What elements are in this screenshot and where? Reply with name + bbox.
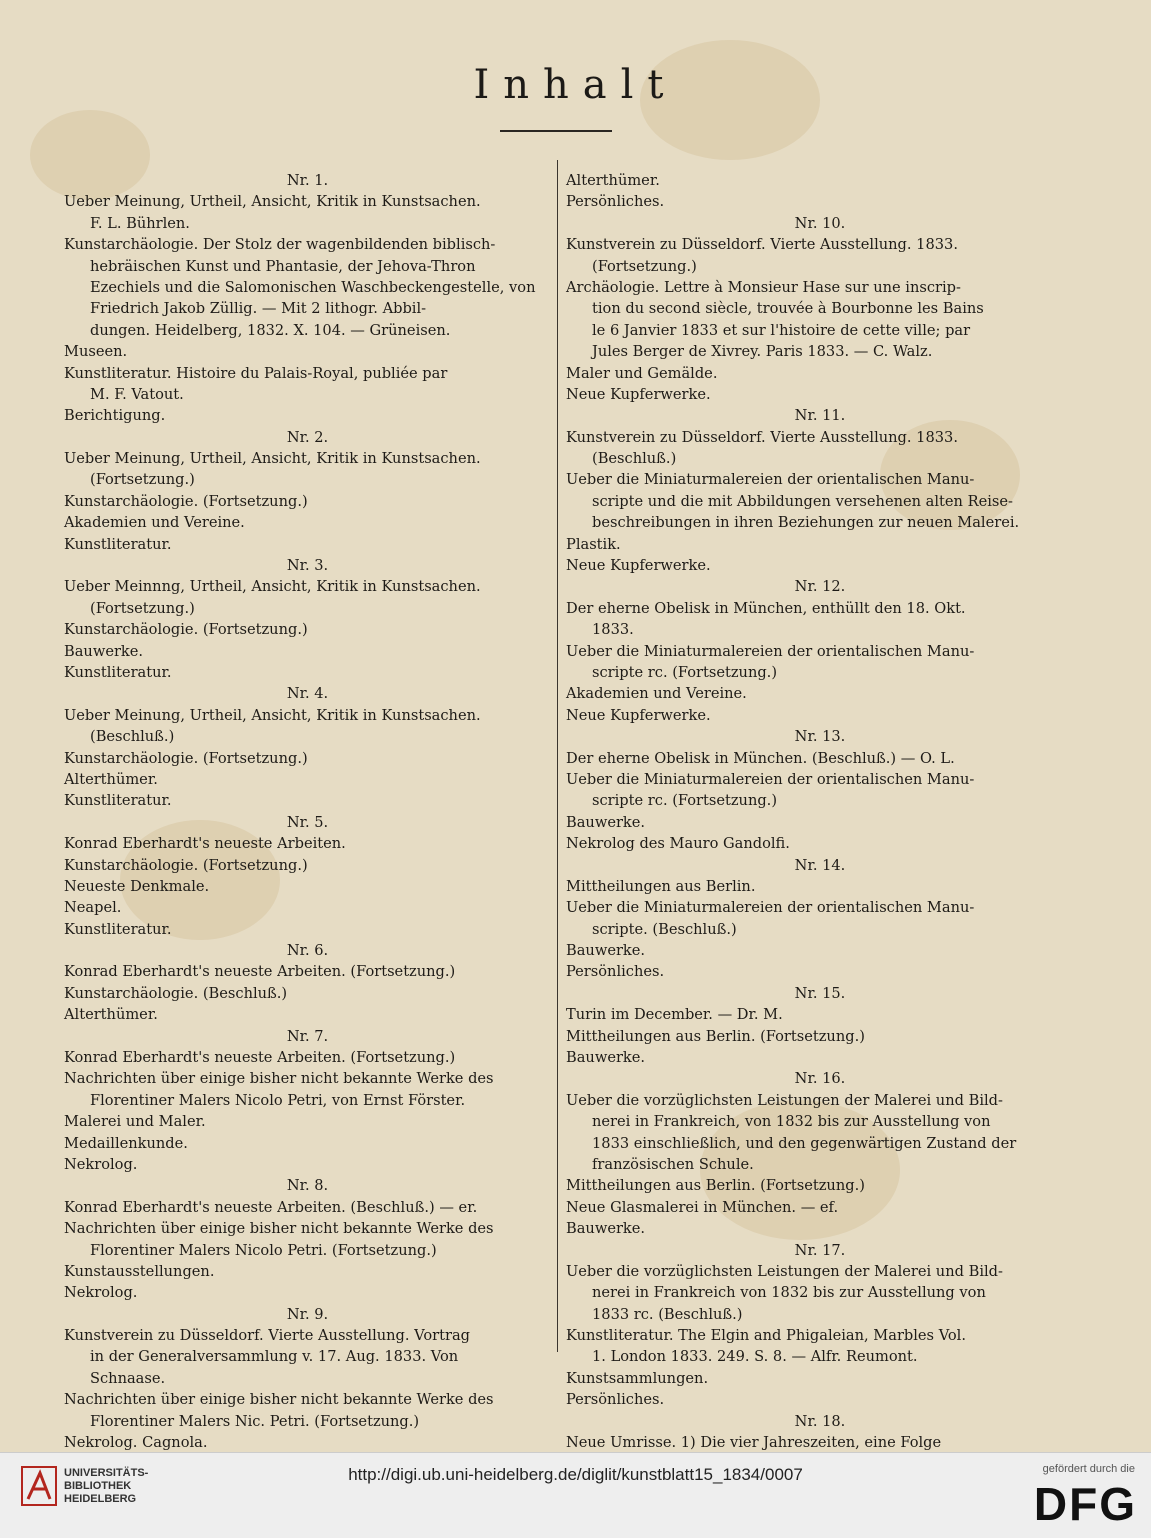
toc-line: französischen Schule.: [592, 1155, 754, 1173]
toc-line: Persönliches.: [566, 1391, 665, 1409]
toc-line: F. L. Bührlen.: [90, 214, 190, 232]
toc-line: Nachrichten über einige bisher nicht bekannte Werke des: [64, 1220, 494, 1238]
toc-line: Konrad Eberhardt's neueste Arbeiten.: [64, 835, 346, 853]
toc-line: Kunstarchäologie. (Fortsetzung.): [64, 749, 308, 767]
toc-line: Neue Kupferwerke.: [566, 557, 711, 575]
toc-line: Ueber die Miniaturmalereien der orientalischen Manu-: [566, 471, 975, 489]
toc-line: Medaillenkunde.: [64, 1134, 188, 1152]
toc-line: Neue Umrisse. 1) Die vier Jahreszeiten, eine Folge: [566, 1434, 942, 1452]
toc-line: Ueber die Miniaturmalereien der orientalischen Manu-: [566, 770, 975, 788]
permalink-url[interactable]: http://digi.ub.uni-heidelberg.de/diglit/kunstblatt15_1834/0007: [348, 1465, 803, 1484]
dfg-logo: DFG: [1033, 1478, 1137, 1530]
toc-line: Neue Kupferwerke.: [566, 706, 711, 724]
toc-line: Ueber Meinung, Urtheil, Ansicht, Kritik in Kunstsachen.: [64, 706, 481, 724]
issue-number-heading: Nr. 11.: [794, 407, 846, 425]
toc-line: Plastik.: [566, 535, 621, 553]
toc-line: tion du second siècle, trouvée à Bourbonne les Bains: [592, 300, 984, 318]
toc-line: Bauwerke.: [566, 942, 646, 960]
toc-line: Schnaase.: [90, 1369, 166, 1387]
toc-line: Neapel.: [64, 899, 122, 917]
toc-line: scripte rc. (Fortsetzung.): [592, 663, 778, 681]
toc-line: Nekrolog des Mauro Gandolfi.: [566, 835, 790, 853]
toc-line: Kunstausstellungen.: [64, 1262, 215, 1280]
issue-number-heading: Nr. 6.: [286, 942, 329, 960]
toc-line: Kunstliteratur. Histoire du Palais-Royal, publiée par: [64, 364, 448, 382]
issue-number-heading: Nr. 8.: [286, 1177, 329, 1195]
toc-line: 1833.: [592, 621, 634, 639]
institution-line: UNIVERSITÄTS-: [64, 1467, 149, 1479]
toc-line: Persönliches.: [566, 193, 665, 211]
page-title: Inhalt: [473, 62, 678, 108]
issue-number-heading: Nr. 18.: [794, 1412, 846, 1430]
toc-line: Ueber die vorzüglichsten Leistungen der Malerei und Bild-: [566, 1091, 1003, 1109]
toc-line: Archäologie. Lettre à Monsieur Hase sur une inscrip-: [566, 278, 961, 296]
toc-line: dungen. Heidelberg, 1832. X. 104. — Grüneisen.: [90, 321, 451, 339]
issue-number-heading: Nr. 14.: [794, 856, 846, 874]
toc-line: Ezechiels und die Salomonischen Waschbeckengestelle, von: [90, 278, 536, 296]
toc-line: Bauwerke.: [566, 1049, 646, 1067]
issue-number-heading: Nr. 1.: [286, 172, 329, 189]
issue-number-heading: Nr. 5.: [286, 813, 329, 831]
toc-line: Kunstarchäologie. (Beschluß.): [64, 984, 288, 1002]
institution-line: BIBLIOTHEK: [64, 1480, 132, 1492]
issue-number-heading: Nr. 9.: [286, 1305, 329, 1323]
toc-line: Kunstverein zu Düsseldorf. Vierte Ausstellung. 1833.: [566, 236, 958, 254]
toc-line: Museen.: [64, 343, 128, 361]
toc-line: Neue Glasmalerei in München. — ef.: [566, 1198, 839, 1216]
issue-number-heading: Nr. 10.: [794, 214, 846, 232]
issue-number-heading: Nr. 7.: [286, 1027, 329, 1045]
issue-number-heading: Nr. 13.: [794, 728, 846, 746]
footer-bar: [0, 1452, 1151, 1538]
toc-line: nerei in Frankreich von 1832 bis zur Ausstellung von: [592, 1284, 986, 1302]
toc-line: Kunstverein zu Düsseldorf. Vierte Ausstellung. Vortrag: [64, 1327, 471, 1345]
right-column: [566, 170, 1074, 1475]
toc-line: Kunstliteratur.: [64, 663, 172, 681]
toc-line: Ueber Meinung, Urtheil, Ansicht, Kritik in Kunstsachen.: [64, 193, 481, 211]
toc-line: Kunstsammlungen.: [566, 1369, 709, 1387]
toc-line: Kunstarchäologie. Der Stolz der wagenbildenden biblisch-: [64, 236, 496, 254]
toc-line: Der eherne Obelisk in München. (Beschluß.) — O. L.: [566, 749, 955, 767]
issue-number-heading: Nr. 17.: [794, 1241, 846, 1259]
toc-line: Kunstarchäologie. (Fortsetzung.): [64, 856, 308, 874]
toc-line: 1. London 1833. 249. S. 8. — Alfr. Reumont.: [592, 1348, 918, 1366]
toc-line: Maler und Gemälde.: [566, 364, 718, 382]
toc-line: Ueber Meinung, Urtheil, Ansicht, Kritik in Kunstsachen.: [64, 450, 481, 468]
toc-line: Alterthümer.: [64, 770, 158, 788]
issue-number-heading: Nr. 15.: [794, 984, 846, 1002]
toc-line: Kunstliteratur. The Elgin and Phigaleian, Marbles Vol.: [566, 1327, 966, 1345]
toc-line: le 6 Janvier 1833 et sur l'histoire de cette ville; par: [592, 321, 971, 339]
toc-line: Mittheilungen aus Berlin.: [566, 877, 756, 895]
toc-line: (Fortsetzung.): [592, 257, 697, 275]
issue-number-heading: Nr. 12.: [794, 578, 846, 596]
toc-line: Kunstliteratur.: [64, 920, 172, 938]
toc-line: Alterthümer.: [566, 172, 660, 189]
toc-line: Neue Kupferwerke.: [566, 385, 711, 403]
toc-line: Mittheilungen aus Berlin. (Fortsetzung.): [566, 1177, 865, 1195]
toc-line: Bauwerke.: [566, 1220, 646, 1238]
toc-line: Friedrich Jakob Züllig. — Mit 2 lithogr. Abbil-: [90, 300, 427, 318]
title-rule: [500, 130, 612, 132]
toc-line: Konrad Eberhardt's neueste Arbeiten. (Fortsetzung.): [64, 963, 456, 981]
toc-line: Akademien und Vereine.: [64, 514, 245, 532]
issue-number-heading: Nr. 16.: [794, 1070, 846, 1088]
toc-line: Nachrichten über einige bisher nicht bekannte Werke des: [64, 1391, 494, 1409]
toc-line: Florentiner Malers Nic. Petri. (Fortsetzung.): [90, 1412, 420, 1430]
issue-number-heading: Nr. 2.: [286, 428, 329, 446]
toc-line: (Fortsetzung.): [90, 599, 195, 617]
toc-line: 1833 rc. (Beschluß.): [592, 1305, 743, 1323]
toc-line: Ueber die Miniaturmalereien der orientalischen Manu-: [566, 899, 975, 917]
toc-line: (Beschluß.): [592, 450, 677, 468]
toc-line: Nekrolog.: [64, 1284, 138, 1302]
toc-line: Persönliches.: [566, 963, 665, 981]
toc-line: Florentiner Malers Nicolo Petri. (Fortsetzung.): [90, 1241, 437, 1259]
toc-line: Turin im December. — Dr. M.: [566, 1006, 783, 1024]
toc-line: nerei in Frankreich, von 1832 bis zur Ausstellung von: [592, 1113, 991, 1131]
toc-line: hebräischen Kunst und Phantasie, der Jehova-Thron: [90, 257, 476, 275]
toc-line: Ueber die Miniaturmalereien der orientalischen Manu-: [566, 642, 975, 660]
toc-line: Konrad Eberhardt's neueste Arbeiten. (Fortsetzung.): [64, 1049, 456, 1067]
toc-line: Berichtigung.: [64, 407, 166, 425]
toc-line: in der Generalversammlung v. 17. Aug. 1833. Von: [90, 1348, 459, 1366]
toc-line: Kunstarchäologie. (Fortsetzung.): [64, 621, 308, 639]
toc-line: Konrad Eberhardt's neueste Arbeiten. (Beschluß.) — er.: [64, 1198, 478, 1216]
toc-line: Nekrolog. Cagnola.: [64, 1434, 208, 1452]
toc-line: Alterthümer.: [64, 1006, 158, 1024]
toc-line: Nekrolog.: [64, 1155, 138, 1173]
toc-line: M. F. Vatout.: [90, 385, 184, 403]
left-column: [64, 170, 551, 1453]
toc-line: Florentiner Malers Nicolo Petri, von Ernst Förster.: [90, 1091, 466, 1109]
toc-line: Jules Berger de Xivrey. Paris 1833. — C. Walz.: [592, 343, 933, 361]
funding-label: gefördert durch die: [1042, 1463, 1135, 1475]
toc-line: Neueste Denkmale.: [64, 877, 210, 895]
toc-line: Kunstarchäologie. (Fortsetzung.): [64, 492, 308, 510]
toc-line: Bauwerke.: [566, 813, 646, 831]
issue-number-heading: Nr. 4.: [286, 685, 329, 703]
toc-line: Malerei und Maler.: [64, 1113, 206, 1131]
toc-line: scripte. (Beschluß.): [592, 920, 737, 938]
column-divider: [557, 160, 558, 1352]
toc-line: Akademien und Vereine.: [566, 685, 747, 703]
toc-line: Kunstliteratur.: [64, 792, 172, 810]
toc-line: (Beschluß.): [90, 728, 175, 746]
toc-line: Kunstliteratur.: [64, 535, 172, 553]
toc-line: scripte rc. (Fortsetzung.): [592, 792, 778, 810]
toc-line: Bauwerke.: [64, 642, 144, 660]
toc-line: Mittheilungen aus Berlin. (Fortsetzung.): [566, 1027, 865, 1045]
toc-line: Ueber Meinnng, Urtheil, Ansicht, Kritik in Kunstsachen.: [64, 578, 481, 596]
institution-line: HEIDELBERG: [64, 1493, 137, 1505]
toc-line: (Fortsetzung.): [90, 471, 195, 489]
toc-line: 1833 einschließlich, und den gegenwärtigen Zustand der: [592, 1134, 1017, 1152]
toc-line: Nachrichten über einige bisher nicht bekannte Werke des: [64, 1070, 494, 1088]
toc-line: Der eherne Obelisk in München, enthüllt den 18. Okt.: [566, 599, 966, 617]
toc-line: Kunstverein zu Düsseldorf. Vierte Ausstellung. 1833.: [566, 428, 958, 446]
toc-line: Ueber die vorzüglichsten Leistungen der Malerei und Bild-: [566, 1262, 1003, 1280]
toc-line: beschreibungen in ihren Beziehungen zur neuen Malerei.: [592, 514, 1020, 532]
toc-line: scripte und die mit Abbildungen versehenen alten Reise-: [592, 492, 1013, 510]
issue-number-heading: Nr. 3.: [286, 557, 329, 575]
